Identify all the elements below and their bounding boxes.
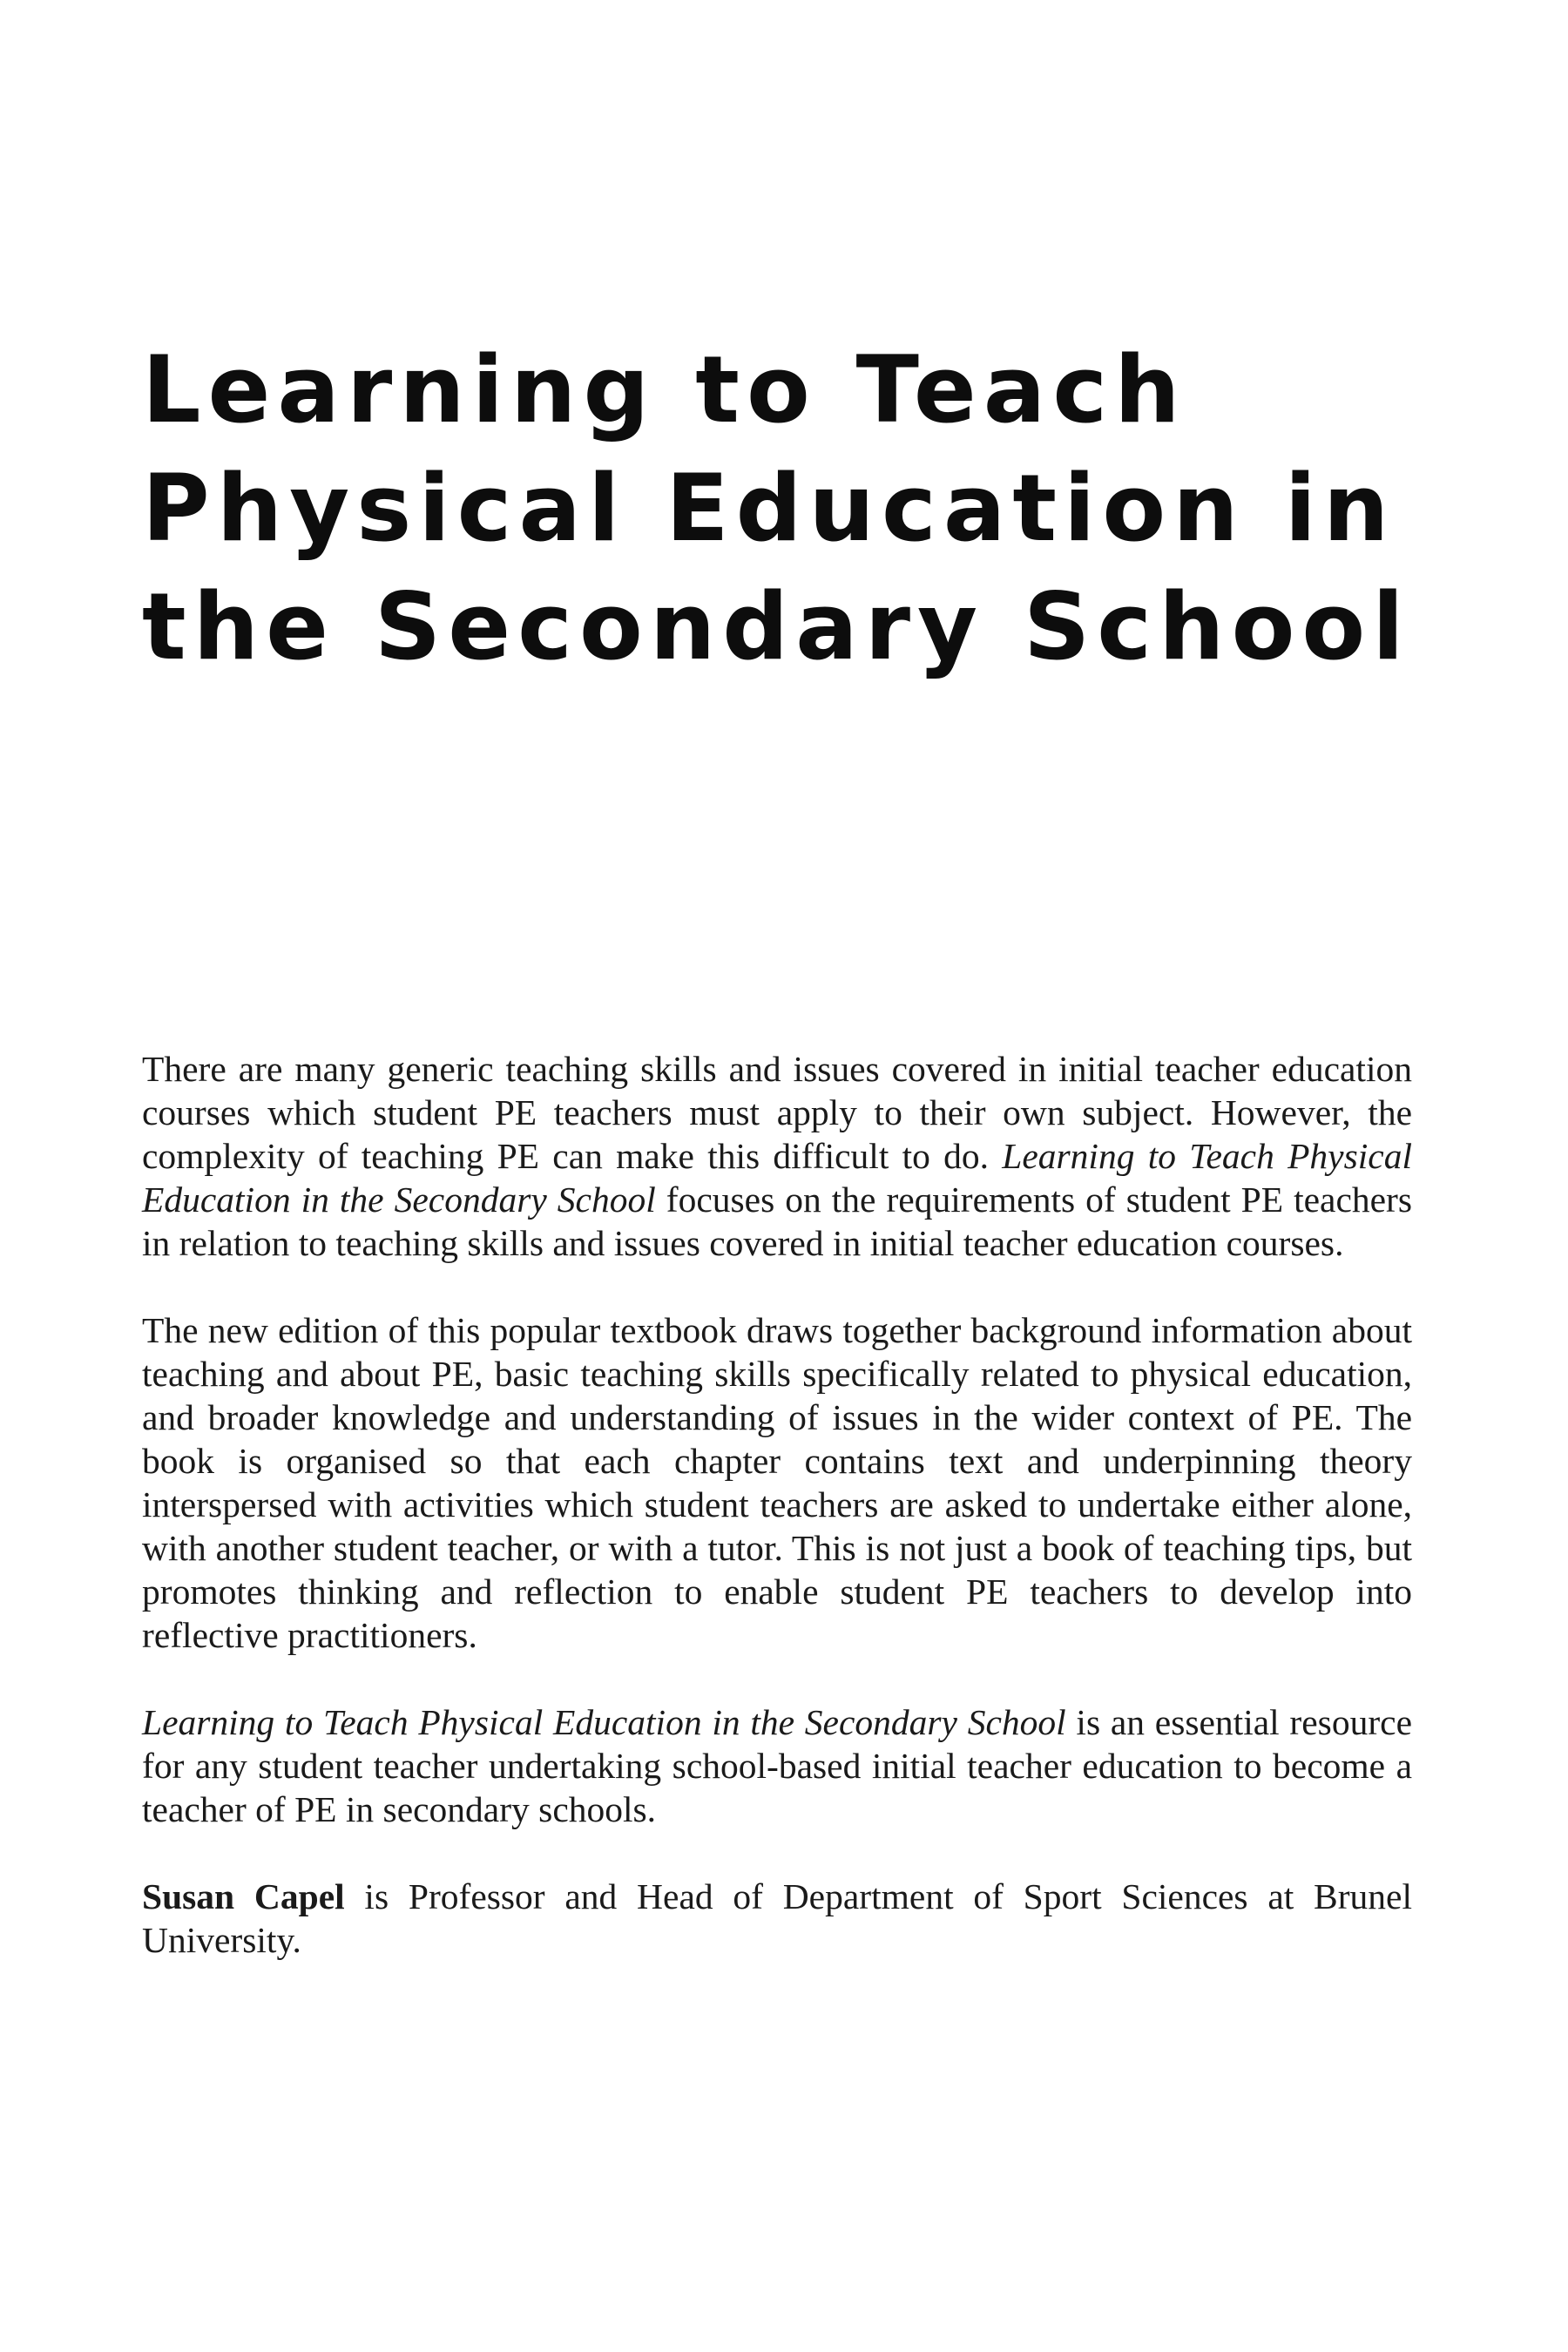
title-line-2: Physical Education in	[142, 455, 1396, 562]
author-bio	[142, 1875, 1412, 1962]
paragraph-edition: The new edition of this popular textbook draws together background information about teaching and about PE, basic teaching skills specifically related to physical education, and broader knowledge and understanding of issues in the wider context of PE. The book is organised so that each chapter contains text and underpinning theory interspersed with activities which student teachers are asked to undertake either alone, with another student teacher, or with a tutor. This is not just a book of teaching tips, but promotes thinking and reflection to enable student PE teachers to develop into reflective practitioners.	[142, 1310, 1412, 1655]
book-title	[142, 331, 1431, 686]
resource-text: is an essential resource for any student teacher undertaking school-based initial teacher education to become a teacher of PE in secondary schools.	[142, 1702, 1412, 1829]
paragraph-intro	[142, 1047, 1412, 1265]
title-line-1: Learning to Teach	[142, 336, 1187, 443]
author-description: is Professor and Head of Department of Sport Sciences at Brunel University.	[142, 1876, 1412, 1960]
title-line-3: the Secondary School	[142, 573, 1411, 680]
paragraph-resource	[142, 1700, 1412, 1831]
intro-text-end: focuses on the requirements of student PE teachers in relation to teaching skills and issues covered in initial teacher education courses.	[142, 1179, 1413, 1263]
author-name: Susan Capel	[142, 1876, 345, 1916]
intro-text-start: There are many generic teaching skills and issues covered in initial teacher education courses which student PE teachers must apply to their own subject. However, the complexity of teaching PE can make this difficult to do.	[142, 1049, 1412, 1176]
resource-book-title: Learning to Teach Physical Education in the Secondary School	[142, 1702, 1066, 1742]
intro-book-title: Learning to Teach Physical Education in the Secondary School	[142, 1136, 1412, 1220]
description-text	[142, 1047, 1412, 2005]
